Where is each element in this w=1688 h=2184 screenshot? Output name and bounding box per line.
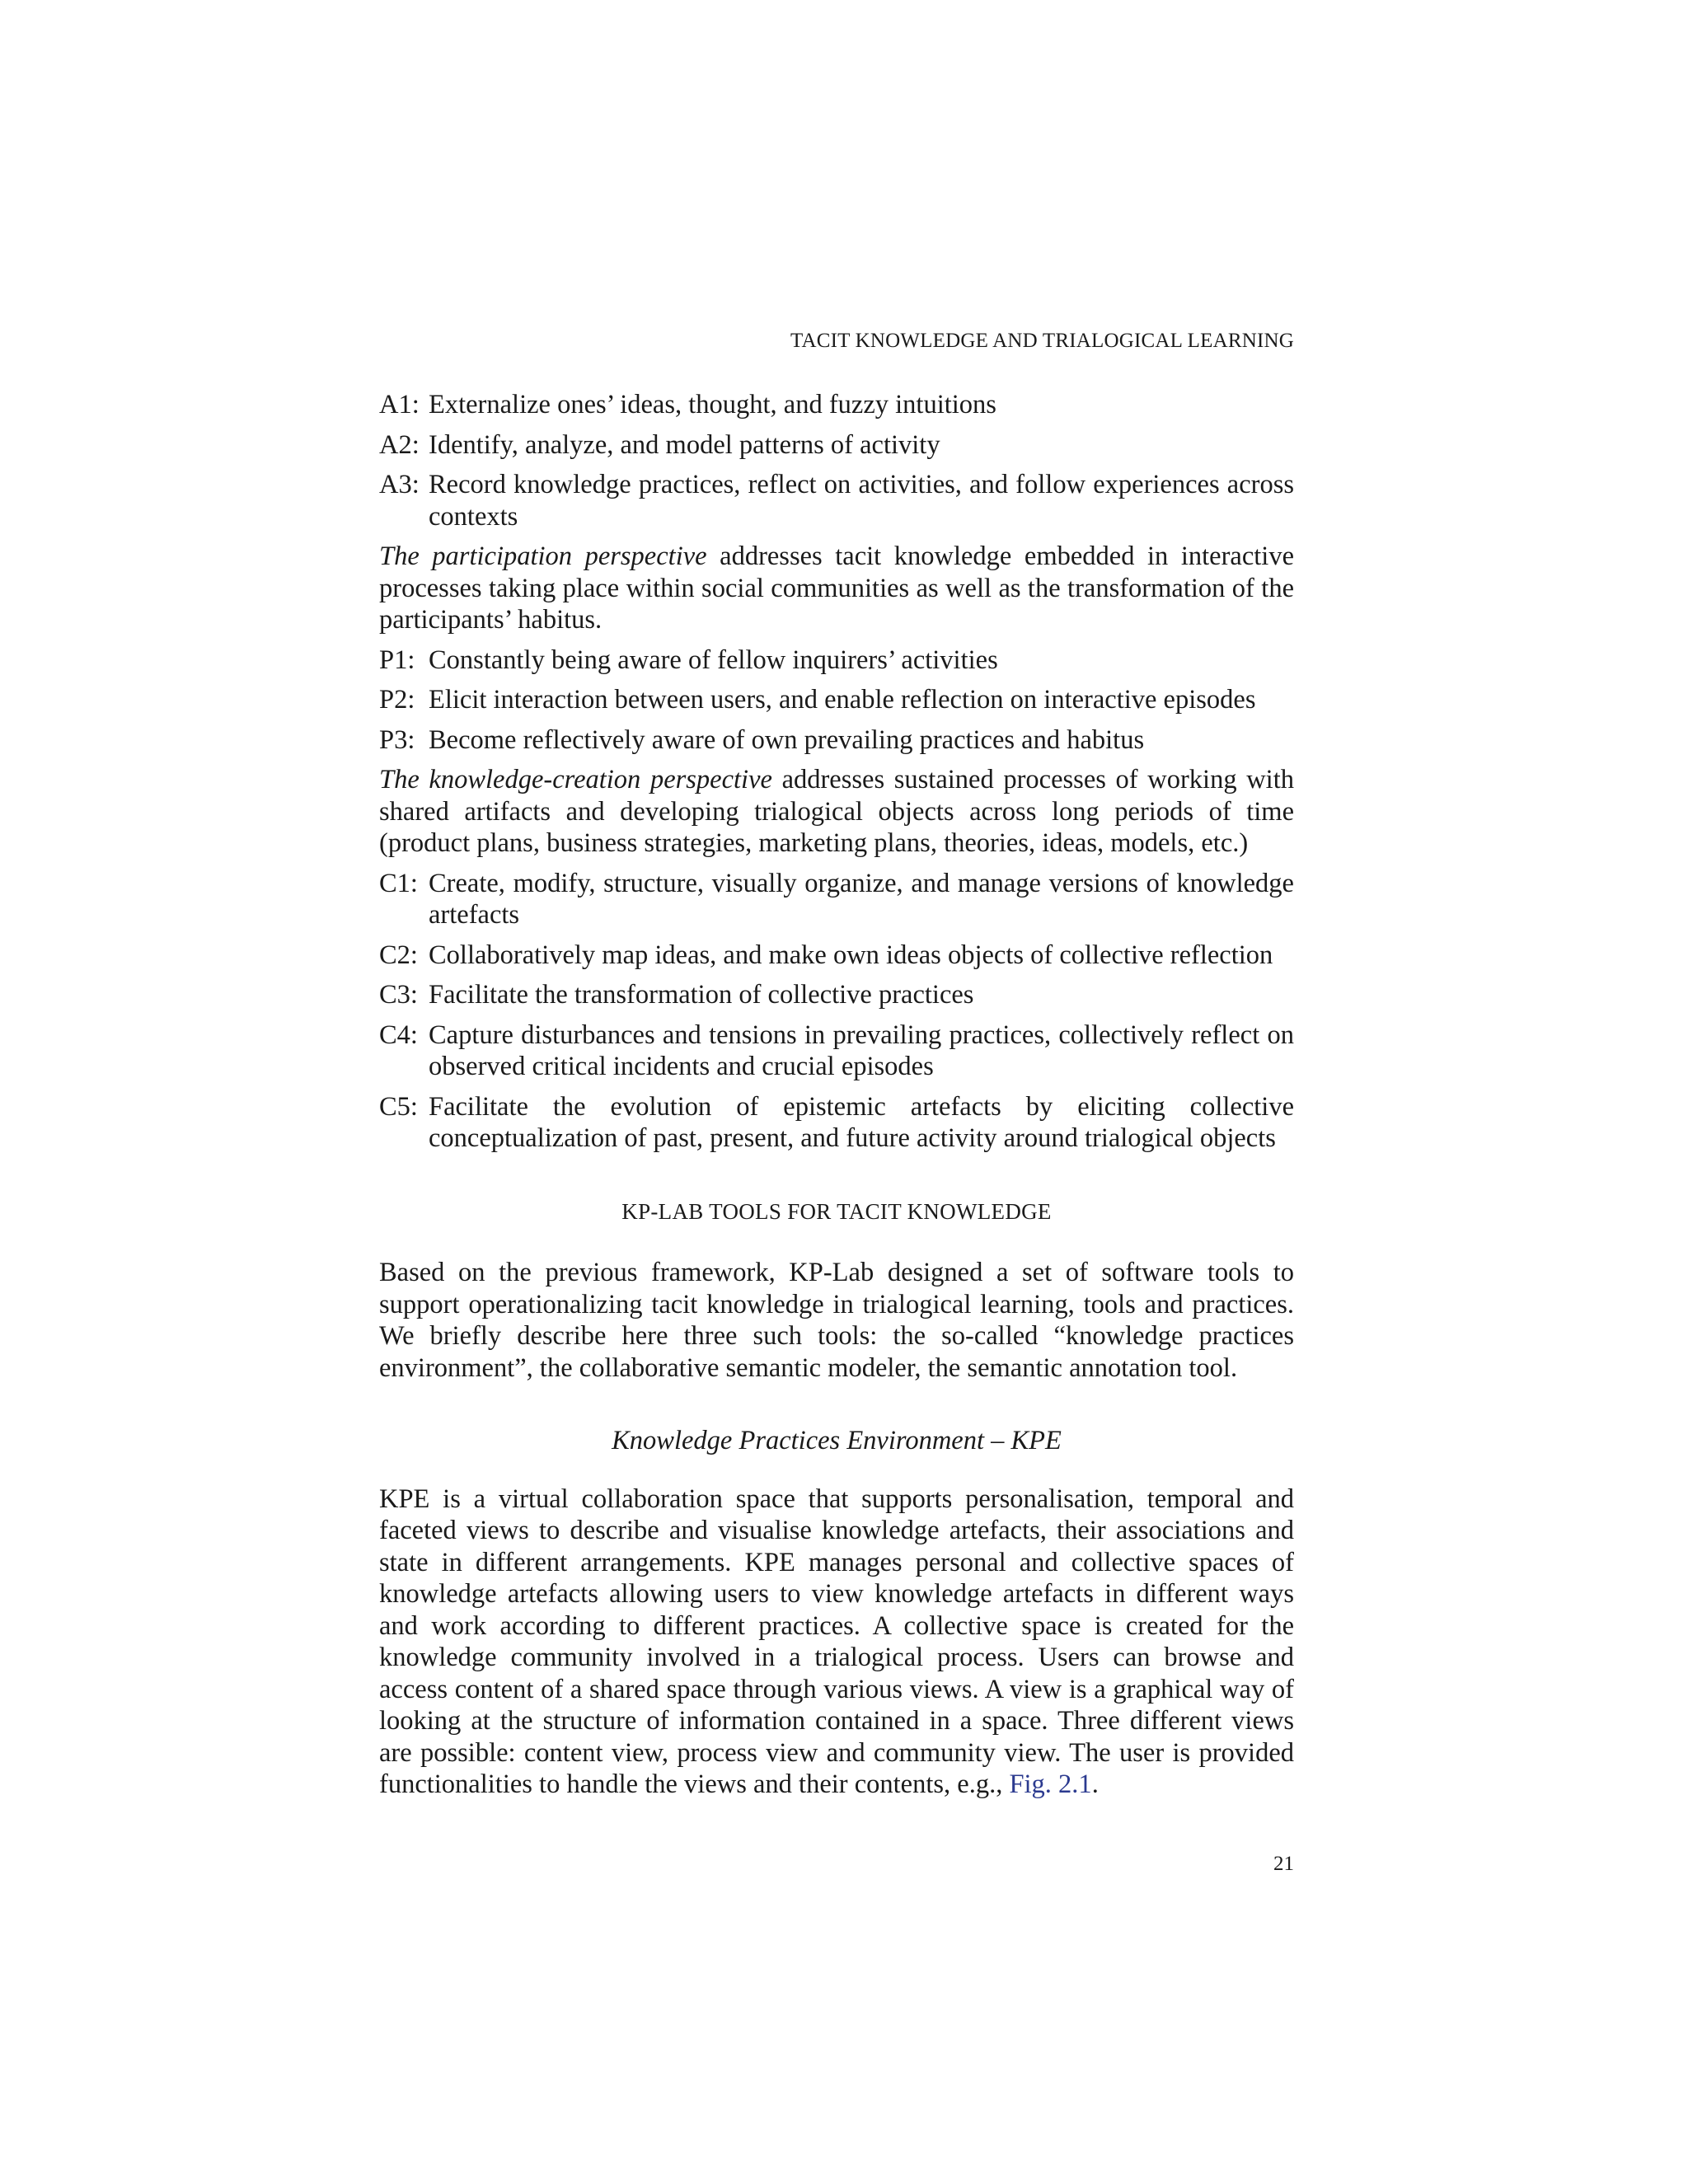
list-item-label: P3: [379, 724, 415, 755]
list-item [379, 868, 1294, 931]
list-item-text: Elicit interaction between users, and enable reflection on interactive episodes [429, 685, 1256, 715]
knowledge-creation-paragraph [379, 764, 1294, 860]
list-item-text: Identify, analyze, and model patterns of activity [429, 429, 940, 460]
list-item-label: A1: [379, 390, 420, 419]
list-item-text: Facilitate the transformation of collective practices [429, 980, 974, 1010]
list-item-text: Externalize ones’ ideas, thought, and fuzzy intuitions [429, 390, 996, 419]
running-head: TACIT KNOWLEDGE AND TRIALOGICAL LEARNING [790, 330, 1294, 352]
participation-text: addresses tacit knowledge embedded in interactive processes taking place within social communities as well as the transformation of the participants’ habitus. [379, 541, 1294, 635]
kpe-paragraph-end: . [1091, 1769, 1099, 1799]
list-item-label: A2: [379, 429, 420, 460]
knowledge-creation-text: addresses sustained processes of working with shared artifacts and developing trialogical objects across long periods of time (product plans, business strategies, marketing plans, theories, ideas, models, etc.) [379, 765, 1294, 858]
list-item [379, 684, 1294, 716]
subsection-heading: Knowledge Practices Environment – KPE [612, 1426, 1062, 1455]
list-item [379, 979, 1294, 1011]
list-item-text: Become reflectively aware of own prevailing practices and habitus [429, 724, 1145, 755]
list-item-label: C5: [379, 1091, 418, 1122]
list-item-text: Facilitate the evolution of epistemic artefacts by eliciting collective conceptualization of past, present, and future activity around trialogical objects [429, 1091, 1294, 1153]
list-item [379, 724, 1294, 757]
page-number: 21 [1273, 1853, 1294, 1875]
kpe-paragraph [379, 1483, 1294, 1801]
section-heading: KP-LAB TOOLS FOR TACIT KNOWLEDGE [621, 1198, 1052, 1224]
participation-lead: The participation perspective [379, 541, 707, 571]
list-item [379, 1091, 1294, 1155]
list-item-label: A3: [379, 470, 420, 499]
list-item-text: Record knowledge practices, reflect on activities, and follow experiences across contexts [429, 470, 1294, 532]
list-item-text: Create, modify, structure, visually organize, and manage versions of knowledge artefacts [429, 868, 1294, 930]
participation-paragraph [379, 541, 1294, 636]
list-item [379, 429, 1294, 462]
list-item-label: C1: [379, 868, 418, 898]
list-item-label: C4: [379, 1019, 418, 1050]
section-paragraph: Based on the previous framework, KP-Lab designed a set of software tools to support operationalizing tacit knowledge in trialogical learning, tools and practices. We briefly describe here three such tools: the so-called “knowledge practices environment”, the collaborative semantic modeler, the semantic annotation tool. [379, 1258, 1294, 1383]
list-item [379, 1019, 1294, 1083]
knowledge-creation-lead: The knowledge-creation perspective [379, 765, 772, 794]
list-item-label: P2: [379, 685, 415, 715]
list-p [379, 644, 1294, 757]
kpe-paragraph-text: KPE is a virtual collaboration space that supports personalisation, temporal and faceted views to describe and visualise knowledge artefacts, their associations and state in different arrangements. KPE manages personal and collective spaces of knowledge artefacts allowing users to view knowledge artefacts in different ways and work according to different practices. A collective space is created for the knowledge community involved in a trialogical process. Users can browse and access content of a shared space through various views. A view is a graphical way of looking at the structure of information contained in a space. Three different views are possible: content view, process view and community view. The user is provided functionalities to handle the views and their contents, e.g., [379, 1483, 1294, 1799]
list-item [379, 389, 1294, 421]
list-item-label: C3: [379, 980, 418, 1010]
list-item [379, 644, 1294, 677]
list-item [379, 469, 1294, 532]
list-a [379, 389, 1294, 532]
list-item-text: Constantly being aware of fellow inquirers’ activities [429, 644, 998, 675]
figure-link[interactable]: Fig. 2.1 [1009, 1769, 1092, 1799]
list-c [379, 868, 1294, 1155]
list-item-text: Capture disturbances and tensions in prevailing practices, collectively reflect on observed critical incidents and crucial episodes [429, 1019, 1294, 1081]
list-item-label: P1: [379, 644, 415, 675]
list-item-label: C2: [379, 940, 418, 970]
body-text [379, 389, 1294, 1809]
list-item [379, 940, 1294, 972]
list-item-text: Collaboratively map ideas, and make own ideas objects of collective reflection [429, 940, 1273, 970]
